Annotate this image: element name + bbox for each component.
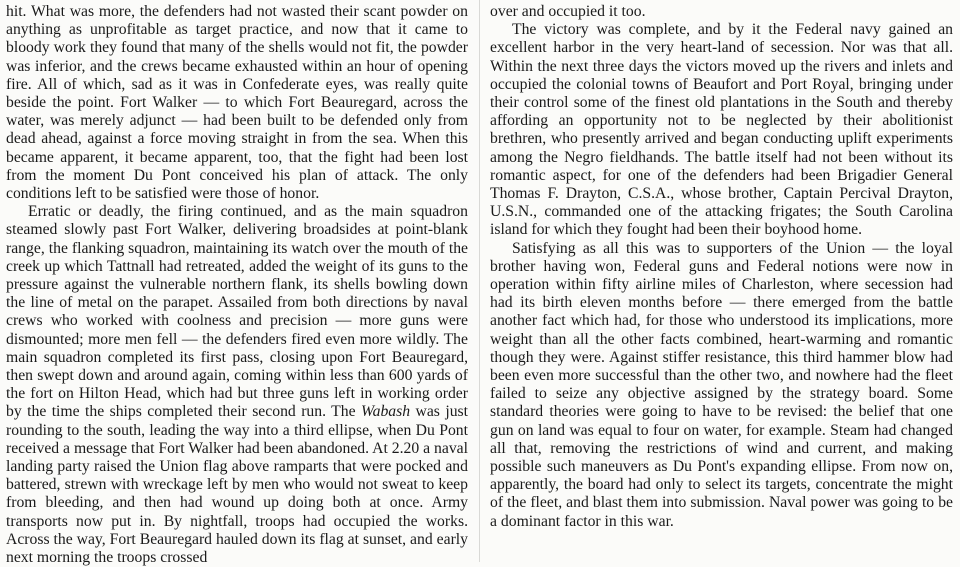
column-gutter <box>479 0 480 562</box>
right-paragraph-2: Satisfying as all this was to supporters of the Union — the loyal brother having won, Federal guns and Federal notions were now in operation within fifty airline miles of Charleston, where secession had had its birth eleven months before — there emerged from the battle another fact which had, for those who understood its implications, more weight than all the other facts combined, heart-warming and romantic though they were. Against stiffer resistance, this third hammer blow had been even more successful than the other two, and nowhere had the fleet failed to seize any objective assigned by the strategy board. Some standard theories were going to have to be revised: the belief that one gun on land was equal to four on water, for example. Steam had changed all that, removing the restrictions of wind and current, and making possible such maneuvers as Du Pont's expanding ellipse. From now on, apparently, the board had only to select its targets, concentrate the might of the fleet, and blast them into submission. Naval power was going to be a dominant factor in this war. <box>490 239 953 530</box>
left-paragraph-2-text-a: Erratic or deadly, the firing continued, and as the main squadron steamed slowly past Fort Walker, delivering broadsides at point-blank range, the flanking squadron, maintaining its watch over the mouth of the creek up which Tattnall had retreated, added the weight of its guns to the pressure against the vulnerable northern flank, its shells bowling down the line of metal on the parapet. Assailed from both directions by naval crews who worked with coolness and precision — more guns were dismounted; more men fell — the defenders fired even more wildly. The main squadron completed its first pass, closing upon Fort Beauregard, then swept down and around again, coming within less than 600 yards of the fort on Hilton Head, which had but three guns left in working order by the time the ships completed their second run. The <box>6 203 468 421</box>
right-paragraph-0: over and occupied it too. <box>490 3 646 20</box>
right-column <box>490 3 953 531</box>
left-paragraph-1: hit. What was more, the defenders had not wasted their scant powder on anything as unprofitable as target practice, and now that it came to bloody work they found that many of the shells would not fit, the powder was inferior, and the crews became exhausted within an hour of opening fire. All of which, sad as it was in Confederate eyes, was really quite beside the point. Fort Walker — to which Fort Beauregard, across the water, was merely adjunct — had been built to be defended only from dead ahead, against a force moving straight in from the sea. When this became apparent, it became apparent, too, that the fight had been lost from the moment Du Pont conceived his plan of attack. The only conditions left to be satisfied were those of honor. <box>6 3 468 203</box>
right-paragraph-1: The victory was complete, and by it the Federal navy gained an excellent harbor in the very heart-land of secession. Nor was that all. Within the next three days the victors moved up the rivers and inlets and occupied the colonial towns of Beaufort and Port Royal, bringing under their control some of the finest old plantations in the South and thereby affording an opportunity not to be neglected by their abolitionist brethren, who presently arrived and began conducting uplift experiments among the Negro fieldhands. The battle itself had not been without its romantic aspect, for one of the defenders had been Brigadier General Thomas F. Drayton, C.S.A., whose brother, Captain Percival Drayton, U.S.N., commanded one of the attacking frigates; the South Carolina island for which they fought had been their boyhood home. <box>490 21 953 239</box>
left-paragraph-2-text-b: was just rounding to the south, leading the way into a third ellipse, when Du Pont received a message that Fort Walker had been abandoned. At 2.20 a naval landing party raised the Union flag above ramparts that were pocked and battered, strewn with wreckage left by men who would not sweat to keep from bleeding, and then had wound up doing both at once. Army transports now put in. By nightfall, troops had occupied the works. Across the way, Fort Beauregard hauled down its flag at sunset, and early next morning the troops crossed <box>6 403 469 567</box>
ship-name-wabash: Wabash <box>360 403 411 421</box>
left-paragraph-2 <box>6 203 468 567</box>
left-column <box>6 3 468 567</box>
